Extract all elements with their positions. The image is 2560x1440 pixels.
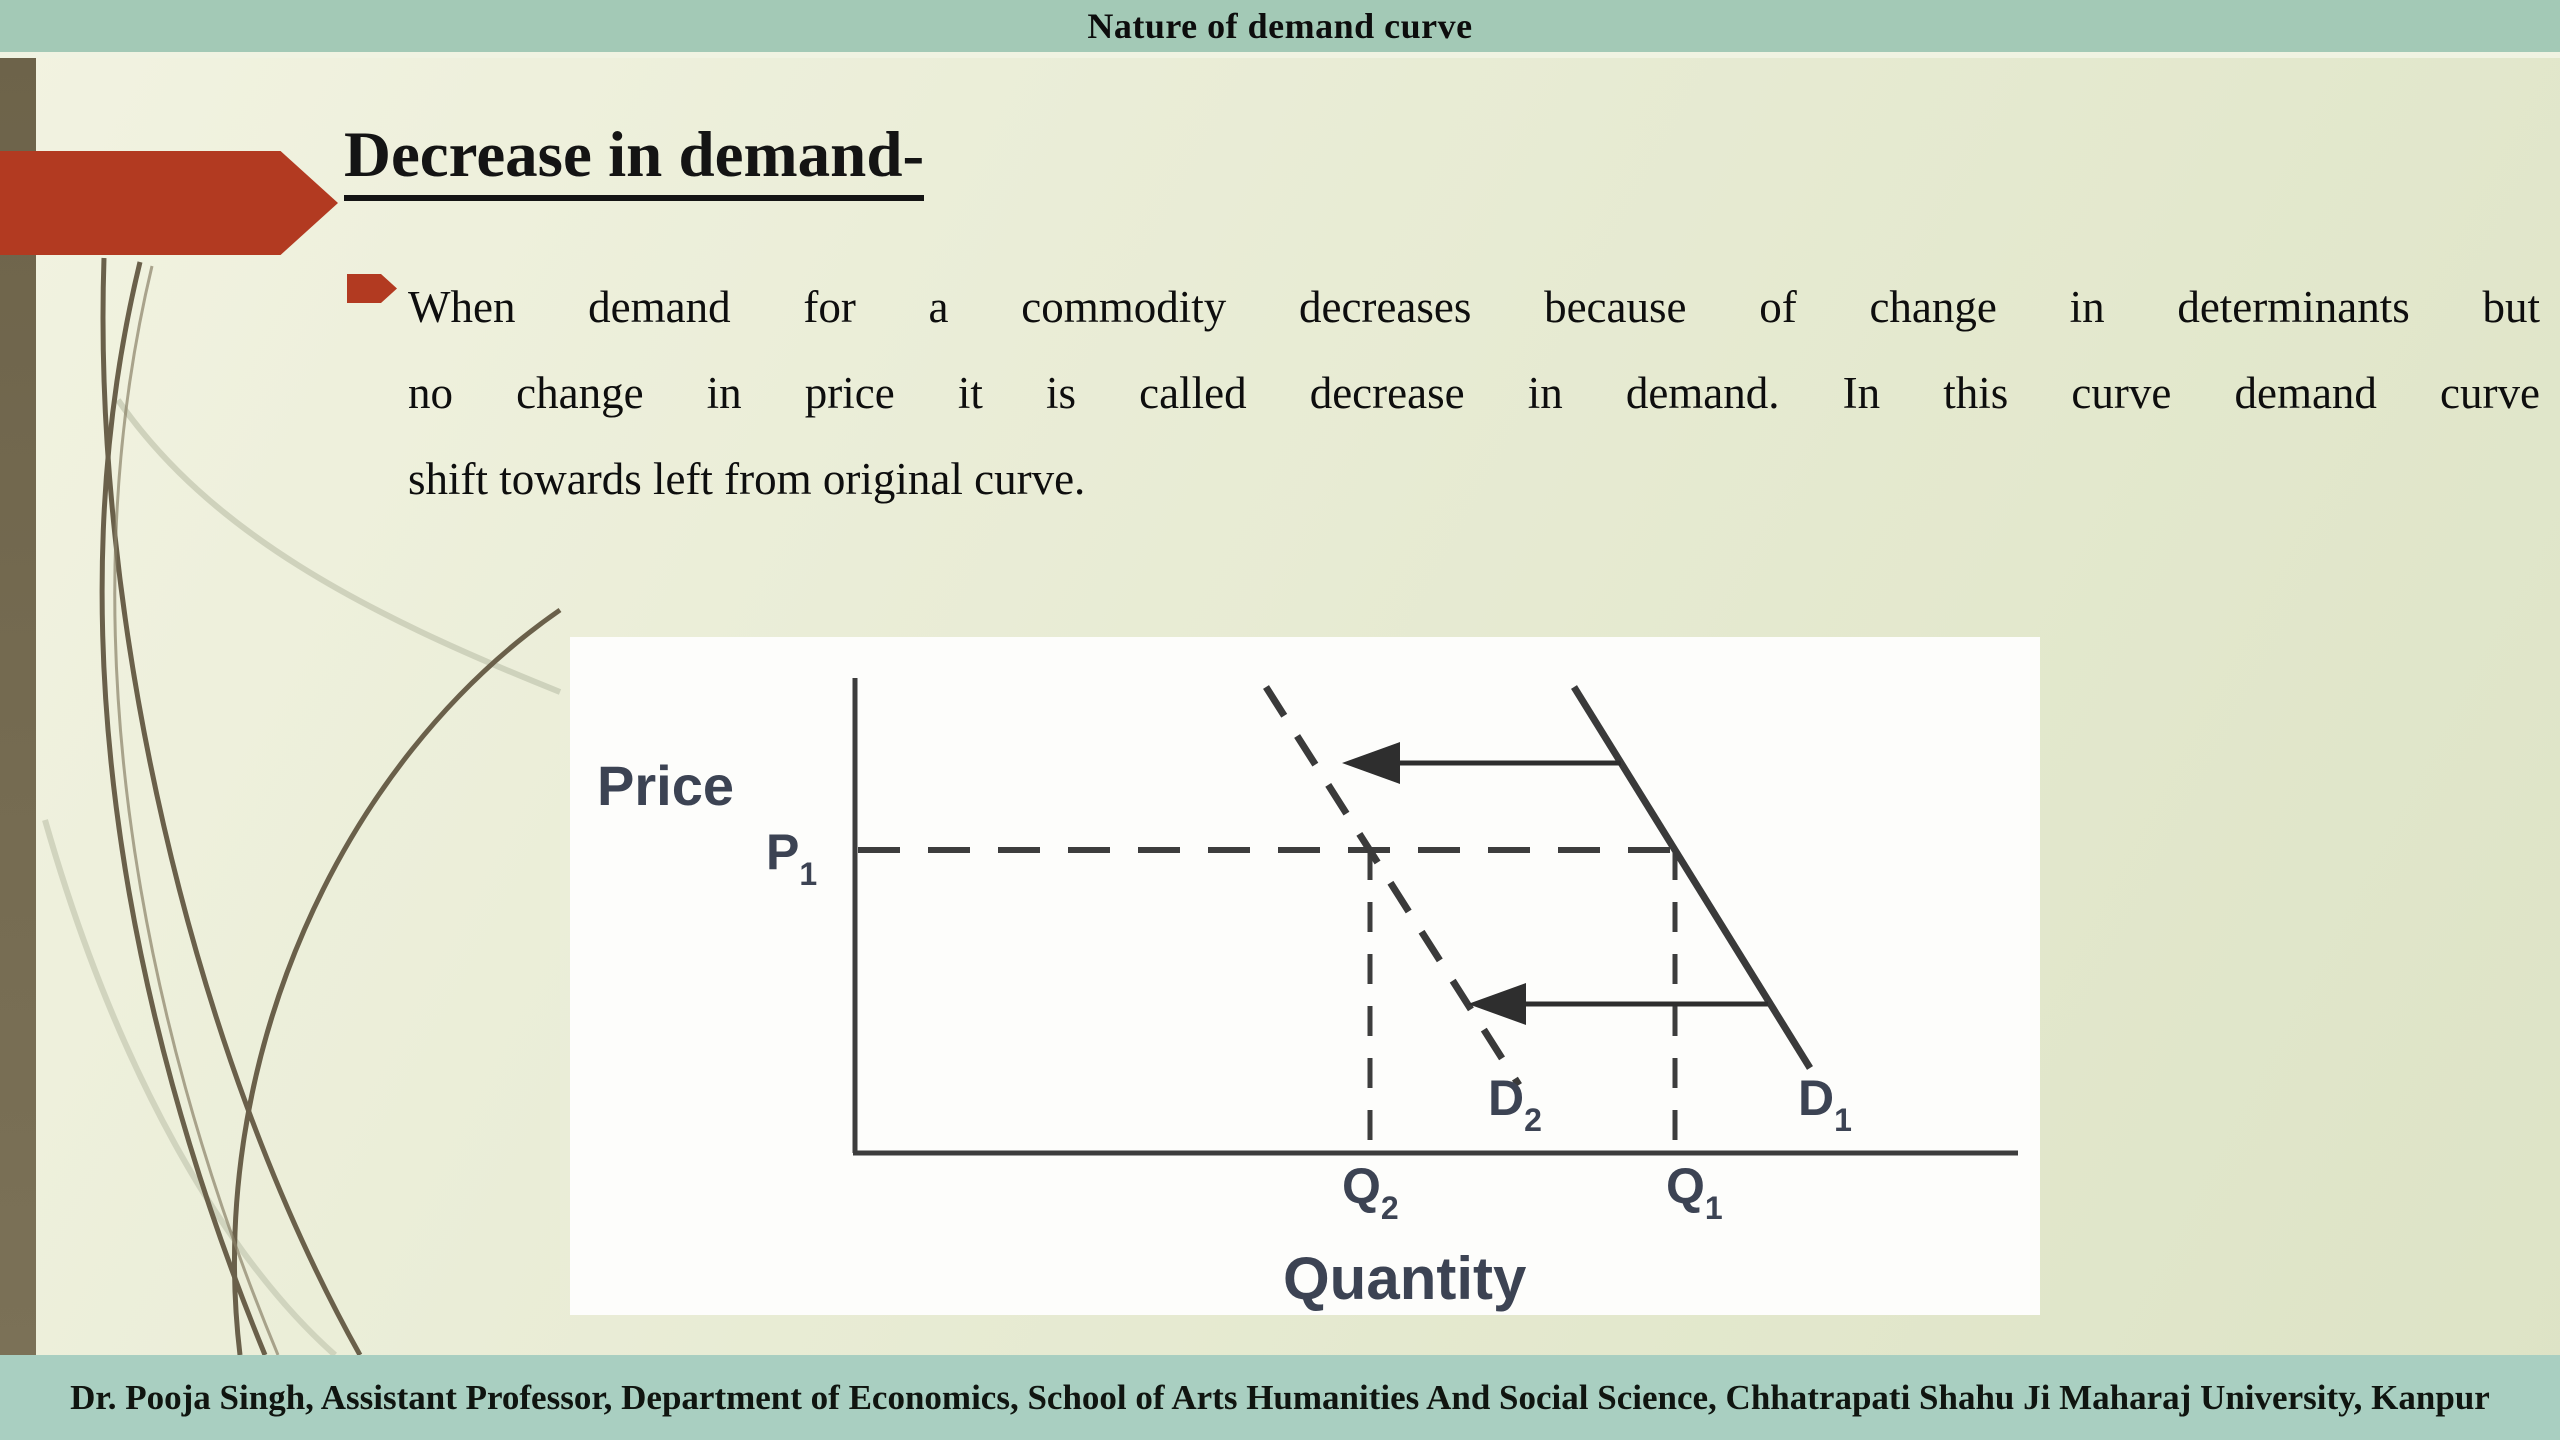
d2-label: $D_2$	[1488, 1070, 1542, 1138]
slide-header-bar	[0, 0, 2560, 58]
bullet-line-1: When demand for a commodity decreases because of change in determinants but	[408, 282, 2540, 332]
slide-footer-bar	[0, 1355, 2560, 1440]
demand-curve-chart	[570, 637, 2040, 1315]
red-arrow-banner	[0, 151, 338, 255]
x-axis-label: Quantity	[1283, 1245, 1527, 1312]
arrowhead-icon	[1342, 742, 1400, 784]
lower-shift-arrow	[1468, 983, 1768, 1025]
q2-label: $Q_2$	[1342, 1158, 1399, 1226]
slide-header-title: Nature of demand curve	[1087, 6, 1473, 46]
q1-label: $Q_1$	[1666, 1158, 1723, 1226]
d1-label: $D_1$	[1798, 1070, 1852, 1138]
demand-curve-figure	[570, 637, 2040, 1315]
demand-curve-d1	[1574, 687, 1810, 1068]
page-title	[344, 118, 924, 193]
bullet-paragraph	[408, 264, 2540, 522]
arrowhead-icon	[1468, 983, 1526, 1025]
page-title-text: Decrease in demand-	[344, 119, 924, 201]
footer-credit-text: Dr. Pooja Singh, Assistant Professor, Department of Economics, School of Arts Humanities And Social Science, Chhatrapati Shahu Ji Maharaj University, Kanpur	[70, 1377, 2490, 1417]
bullet-line-3: shift towards left from original curve.	[408, 454, 1086, 504]
upper-shift-arrow	[1342, 742, 1621, 784]
bullet-line-2: no change in price it is called decrease in demand. In this curve demand curve	[408, 368, 2540, 418]
p1-label: $P_1$	[766, 824, 818, 892]
y-axis-label: Price	[597, 754, 734, 817]
